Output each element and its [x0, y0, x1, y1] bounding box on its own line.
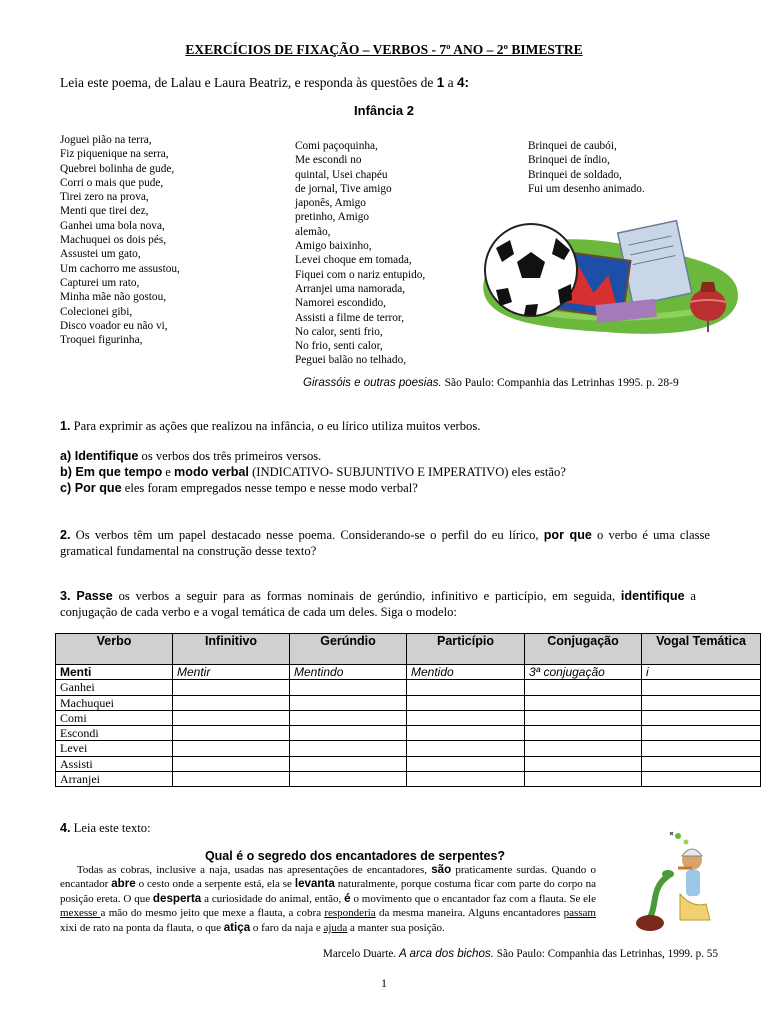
answer-cell[interactable] — [173, 756, 290, 771]
table-row — [56, 680, 761, 695]
answer-cell[interactable] — [290, 726, 407, 741]
table-row — [56, 726, 761, 741]
answer-cell[interactable] — [173, 710, 290, 725]
intro-text: Leia este poema, de Lalau e Laura Beatriz, e responda às questões de 1 a 4: — [60, 75, 469, 90]
answer-cell[interactable] — [173, 772, 290, 787]
answer-cell[interactable] — [173, 695, 290, 710]
poem-line: Disco voador eu não vi, — [60, 319, 168, 332]
table-cell: Mentindo — [290, 665, 407, 680]
answer-cell[interactable] — [290, 756, 407, 771]
table-cell: Machuquei — [56, 695, 173, 710]
table-header-row — [56, 634, 761, 665]
question-2: 2. Os verbos têm um papel destacado nesse poema. Considerando-se o perfil do eu lírico, por que o verbo é uma classe gramatical fundamental na construção desse texto? — [60, 528, 710, 558]
question-1a: a) Identifique os verbos dos três primeiros versos. — [60, 449, 322, 463]
poem-line: Me escondi no — [295, 154, 362, 167]
poem-line: No frio, senti calor, — [295, 340, 383, 353]
poem-line: pretinho, Amigo — [295, 211, 370, 224]
question-4: 4. Leia este texto: — [60, 821, 151, 835]
poem-line: Capturei um rato, — [60, 276, 140, 289]
poem-line: Namorei escondido, — [295, 297, 386, 310]
answer-cell[interactable] — [407, 772, 525, 787]
poem-line: quintal, Usei chapéu — [295, 168, 388, 181]
poem-line: Comi paçoquinha, — [295, 140, 378, 152]
question-1c: c) Por que eles foram empregados nesse tempo e nesse modo verbal? — [60, 481, 418, 495]
table-row-model — [56, 665, 761, 680]
poem-line: Machuquei os dois pés, — [60, 234, 167, 247]
poem-line: Troquei figurinha, — [60, 334, 143, 347]
answer-cell[interactable] — [642, 710, 761, 725]
table-row — [56, 741, 761, 756]
table-header: Conjugação — [525, 634, 642, 665]
page-title: EXERCÍCIOS DE FIXAÇÃO – VERBOS - 7º ANO – 2º BIMESTRE — [185, 42, 583, 57]
answer-cell[interactable] — [290, 710, 407, 725]
answer-cell[interactable] — [290, 741, 407, 756]
answer-cell[interactable] — [642, 726, 761, 741]
poem-line: Colecionei gibi, — [60, 305, 133, 318]
table-cell: i — [642, 665, 761, 680]
table-cell: Arranjei — [56, 772, 173, 787]
answer-cell[interactable] — [525, 695, 642, 710]
answer-cell[interactable] — [290, 695, 407, 710]
verbs-table — [55, 633, 761, 787]
answer-cell[interactable] — [642, 741, 761, 756]
poem-line: Tirei zero na prova, — [60, 191, 149, 204]
table-header: Verbo — [56, 634, 173, 665]
poem-source: Girassóis e outras poesias. São Paulo: Companhia das Letrinhas 1995. p. 28-9 — [303, 377, 679, 389]
table-row — [56, 772, 761, 787]
table-cell: Levei — [56, 741, 173, 756]
answer-cell[interactable] — [525, 680, 642, 695]
poem-line: Fiquei com o nariz entupido, — [295, 268, 426, 281]
answer-cell[interactable] — [407, 695, 525, 710]
poem-line: de jornal, Tive amigo — [295, 182, 392, 195]
poem-line: Brinquei de soldado, — [528, 168, 622, 181]
table-cell: Escondi — [56, 726, 173, 741]
answer-cell[interactable] — [525, 726, 642, 741]
table-row — [56, 710, 761, 725]
answer-cell[interactable] — [642, 772, 761, 787]
poem-column-1 — [60, 133, 180, 347]
question-1b: b) Em que tempo e modo verbal (INDICATIVO- SUBJUNTIVO E IMPERATIVO) eles estão? — [60, 465, 566, 479]
answer-cell[interactable] — [407, 710, 525, 725]
poem-column-2 — [295, 139, 425, 368]
answer-cell[interactable] — [407, 741, 525, 756]
table-header: Gerúndio — [290, 634, 407, 665]
poem-line: japonês, Amigo — [295, 197, 366, 210]
poem-line: Minha mãe não gostou, — [60, 291, 167, 304]
poem-column-3 — [528, 139, 645, 196]
snake-charmer-illustration-icon — [630, 828, 720, 933]
question-1: 1. Para exprimir as ações que realizou na infância, o eu lírico utiliza muitos verbos. — [60, 419, 481, 433]
answer-cell[interactable] — [173, 726, 290, 741]
table-cell: Mentido — [407, 665, 525, 680]
poem-line: Fiz piquenique na serra, — [60, 148, 169, 161]
table-row — [56, 756, 761, 771]
answer-cell[interactable] — [290, 680, 407, 695]
table-cell: Menti — [56, 665, 173, 680]
table-cell: Assisti — [56, 756, 173, 771]
answer-cell[interactable] — [290, 772, 407, 787]
table-cell: Comi — [56, 710, 173, 725]
answer-cell[interactable] — [642, 680, 761, 695]
answer-cell[interactable] — [642, 695, 761, 710]
table-header: Vogal Temática — [642, 634, 761, 665]
poem-line: Amigo baixinho, — [295, 240, 372, 253]
poem-title: Infância 2 — [354, 103, 414, 118]
answer-cell[interactable] — [407, 756, 525, 771]
poem-line: Levei choque em tomada, — [295, 254, 412, 267]
story-source: Marcelo Duarte. A arca dos bichos. São Paulo: Companhia das Letrinhas, 1999. p. 55 — [322, 947, 718, 960]
poem-line: Quebrei bolinha de gude, — [60, 162, 175, 175]
table-row — [56, 695, 761, 710]
question-3: 3. Passe os verbos a seguir para as formas nominais de gerúndio, infinitivo e particípio, em seguida, identifique a conjugação de cada verbo e a vogal temática de cada um deles. Siga o modelo: — [60, 589, 696, 619]
toys-illustration-icon — [476, 210, 746, 350]
poem-line: Um cachorro me assustou, — [60, 262, 180, 275]
answer-cell[interactable] — [173, 680, 290, 695]
answer-cell[interactable] — [173, 741, 290, 756]
poem-line: Ganhei uma bola nova, — [60, 219, 165, 232]
answer-cell[interactable] — [407, 726, 525, 741]
story-title: Qual é o segredo dos encantadores de serpentes? — [204, 849, 506, 863]
poem-line: Brinquei de índio, — [528, 154, 610, 167]
poem-line: Brinquei de caubói, — [528, 140, 617, 152]
poem-line: Corri o mais que pude, — [60, 176, 164, 189]
poem-line: Arranjei uma namorada, — [295, 282, 406, 295]
poem-line: Assustei um gato, — [60, 248, 141, 261]
answer-cell[interactable] — [525, 741, 642, 756]
page-number: 1 — [381, 976, 387, 990]
poem-line: Fui um desenho animado. — [528, 182, 645, 195]
answer-cell[interactable] — [525, 756, 642, 771]
poem-line: Menti que tirei dez, — [60, 205, 149, 218]
answer-cell[interactable] — [642, 756, 761, 771]
poem-line: Peguei balão no telhado, — [295, 354, 407, 367]
poem-line: Joguei pião na terra, — [60, 134, 152, 146]
poem-line: No calor, senti frio, — [295, 325, 383, 338]
poem-line: alemão, — [295, 225, 331, 238]
answer-cell[interactable] — [525, 710, 642, 725]
answer-cell[interactable] — [525, 772, 642, 787]
table-header: Particípio — [407, 634, 525, 665]
table-cell: 3ª conjugação — [525, 665, 642, 680]
table-cell: Mentir — [173, 665, 290, 680]
answer-cell[interactable] — [407, 680, 525, 695]
table-header: Infinitivo — [173, 634, 290, 665]
story-text: Todas as cobras, inclusive a naja, usadas nas apresentações de encantadores, são praticamente surdas. Quando o encantador abre o cesto onde a serpente está, ela se levanta naturalmente, porque costuma ficar com parte do corpo na posição ereta. O que desperta a curiosidade do animal, então, é o movimento que o encantador faz com a flauta. Se ele mexesse a mão do mesmo jeito que mexe a flauta, a cobra responderia da mesma maneira. Alguns encantadores passam xixi de rato na ponta da flauta, o que atiça o faro da naja e ajuda a manter sua posição. — [60, 863, 597, 934]
poem-line: Assisti a filme de terror, — [295, 311, 405, 324]
question-1-items — [60, 448, 750, 496]
table-cell: Ganhei — [56, 680, 173, 695]
